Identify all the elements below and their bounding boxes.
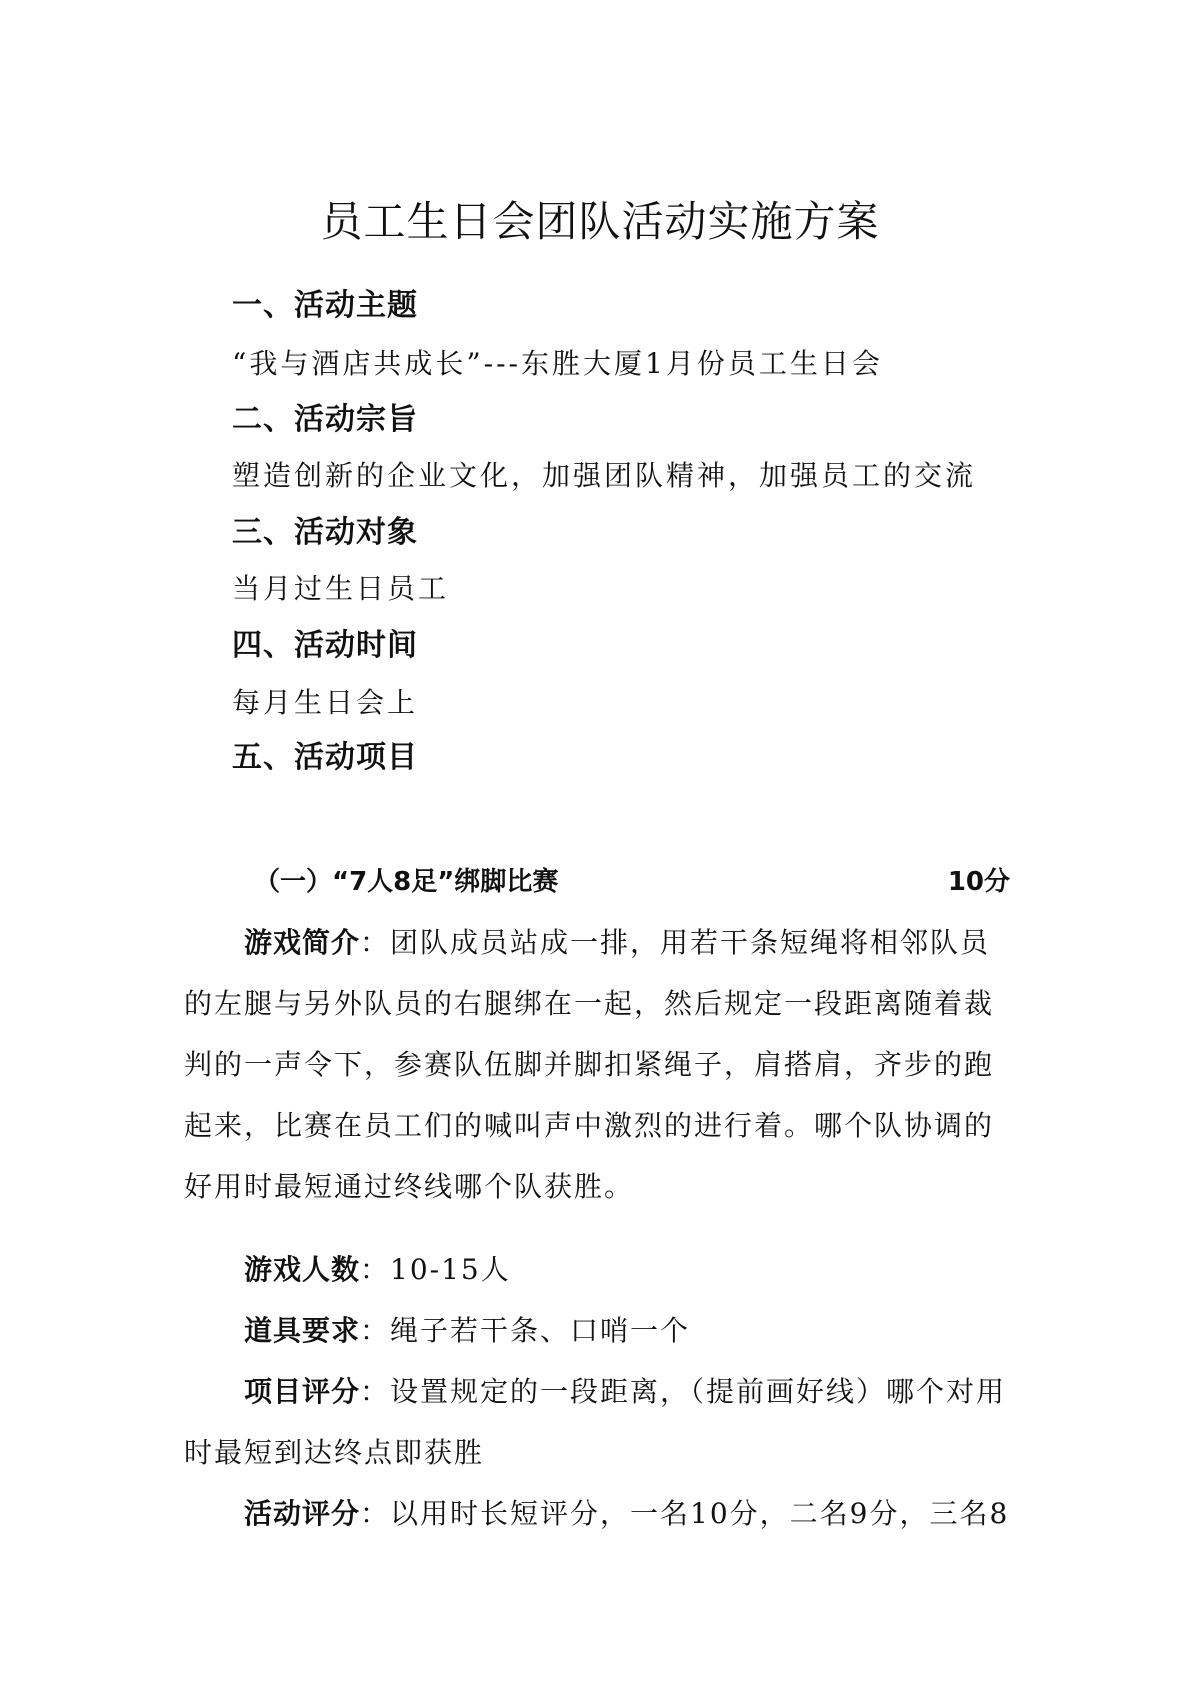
colon: ： (360, 1314, 391, 1347)
scoring-paragraph (184, 1361, 1020, 1483)
section-heading-participants: 三、活动对象 (232, 515, 418, 550)
game-intro-label: 游戏简介 (244, 926, 361, 959)
props-text: 绳子若干条、口哨一个 (390, 1314, 691, 1347)
section-heading-theme: 一、活动主题 (232, 288, 418, 323)
props-label: 道具要求 (244, 1314, 361, 1347)
section-content-purpose: 塑造创新的企业文化，加强团队精神，加强员工的交流 (232, 459, 977, 492)
colon: ： (360, 1497, 391, 1530)
game-players-text: 10-15人 (390, 1253, 511, 1286)
game-intro-text: 团队成员站成一排，用若干条短绳将相邻队员的左腿与另外队员的右腿绑在一起，然后规定一段距离随着裁判的一声令下，参赛队伍脚并脚扣紧绳子，肩搭肩，齐步的跑起来，比赛在员工们的喊叫声中激烈的进行着。哪个队协调的好用时最短通过终线哪个队获胜。 (184, 926, 995, 1203)
scoring-text: 设置规定的一段距离，（提前画好线）哪个对用时最短到达终点即获胜 (184, 1375, 1007, 1469)
colon: ： (360, 1253, 391, 1286)
activity-scoring-label: 活动评分 (244, 1497, 361, 1530)
section-content-time: 每月生日会上 (232, 686, 419, 719)
game-players-label: 游戏人数 (244, 1253, 361, 1286)
section-content-theme: “我与酒店共成长”---东胜大厦1月份员工生日会 (232, 347, 883, 380)
item-heading (254, 862, 1010, 902)
document-title: 员工生日会团队活动实施方案 (320, 197, 880, 246)
scoring-label: 项目评分 (244, 1375, 361, 1408)
props-paragraph (184, 1300, 1020, 1361)
colon: ： (360, 926, 391, 959)
game-players-paragraph (184, 1239, 1020, 1300)
item-title: （一）“7人8足”绑脚比赛 (254, 867, 559, 897)
colon: ： (360, 1375, 391, 1408)
activity-scoring-text: 以用时长短评分，一名10分，二名9分，三名8 (390, 1497, 1010, 1530)
section-heading-time: 四、活动时间 (232, 628, 418, 663)
section-heading-items: 五、活动项目 (232, 740, 418, 775)
section-content-participants: 当月过生日员工 (232, 572, 450, 605)
item-score: 10分 (947, 867, 1010, 897)
game-intro-paragraph (184, 912, 1020, 1217)
activity-scoring-paragraph (184, 1483, 1020, 1544)
section-heading-purpose: 二、活动宗旨 (232, 402, 418, 437)
